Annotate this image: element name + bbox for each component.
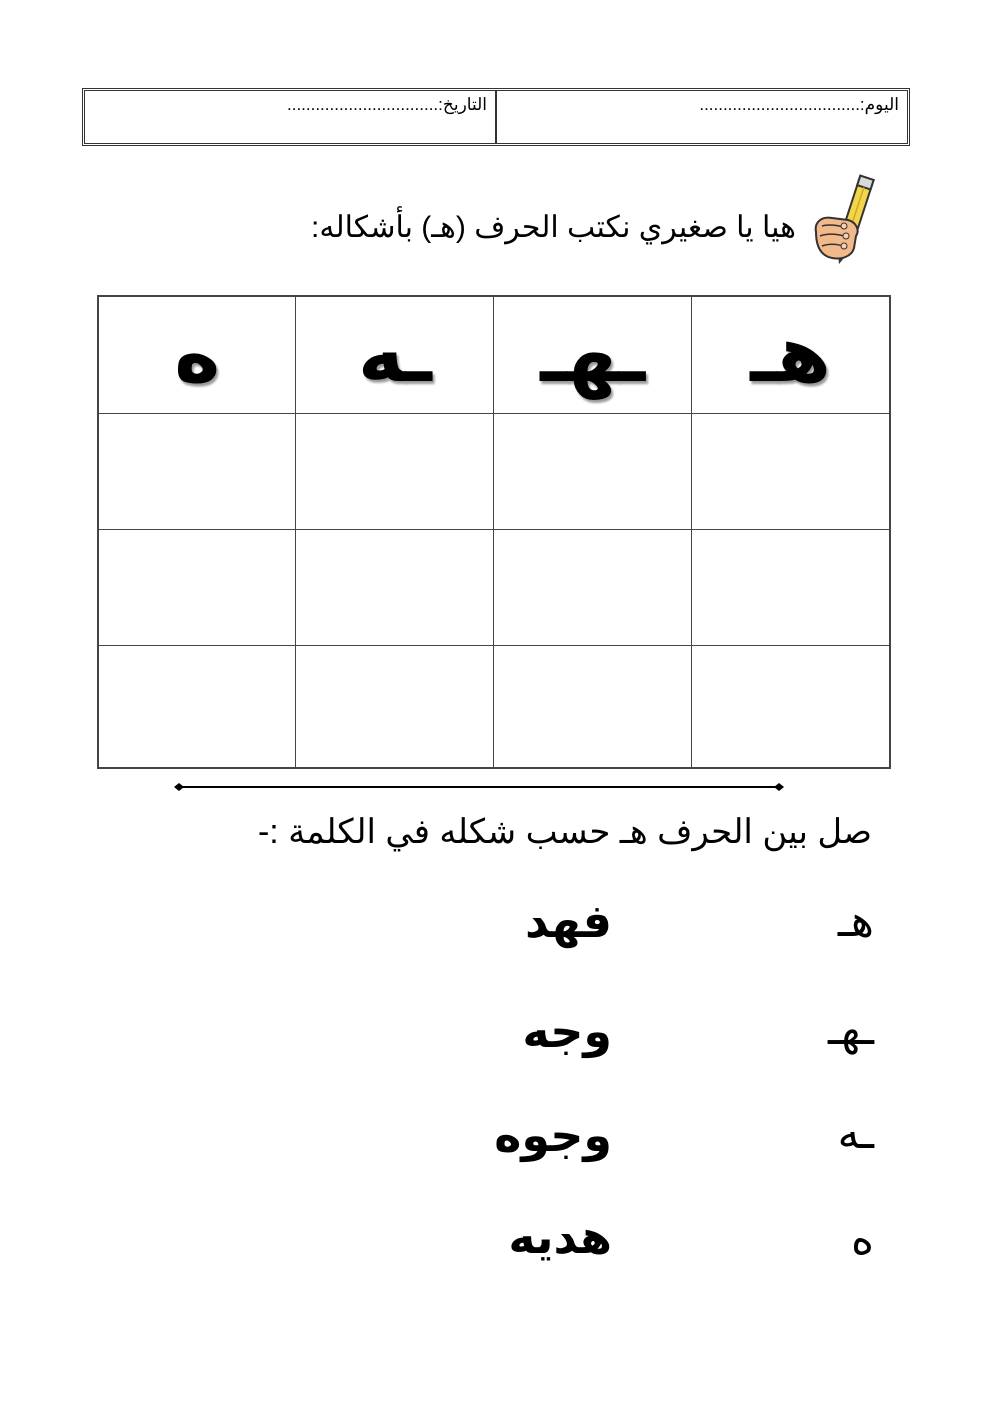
date-field <box>85 91 497 143</box>
letter-form-cell <box>98 296 296 414</box>
practice-cell[interactable] <box>98 646 296 769</box>
match-form-1[interactable]: هـ <box>837 896 874 947</box>
practice-cell[interactable] <box>494 414 692 530</box>
letter-form-isolated-start: هـ <box>750 310 831 400</box>
practice-cell[interactable] <box>296 530 494 646</box>
match-form-2[interactable]: ـهـ <box>827 1004 874 1055</box>
practice-cell[interactable] <box>98 530 296 646</box>
match-word-3[interactable]: وجوه <box>494 1108 612 1162</box>
practice-cell[interactable] <box>692 646 890 769</box>
practice-cell[interactable] <box>692 530 890 646</box>
letter-form-end: ـه <box>357 310 432 400</box>
header-box <box>82 88 910 146</box>
day-field <box>497 91 907 143</box>
matching-instruction: صل بين الحرف هـ حسب شكله في الكلمة :- <box>257 813 872 851</box>
letter-form-cell <box>692 296 890 414</box>
practice-cell[interactable] <box>98 414 296 530</box>
practice-cell[interactable] <box>296 414 494 530</box>
match-word-2[interactable]: وجه <box>522 1004 612 1058</box>
letter-forms-table <box>97 295 891 769</box>
section-divider <box>174 782 784 792</box>
match-word-4[interactable]: هديه <box>508 1210 612 1264</box>
letter-form-middle: ـهـ <box>540 310 646 400</box>
practice-cell[interactable] <box>494 646 692 769</box>
letter-form-cell <box>296 296 494 414</box>
hand-writing-pencil-icon <box>808 170 880 278</box>
practice-cell[interactable] <box>494 530 692 646</box>
day-label: اليوم:.................................. <box>699 95 899 114</box>
date-label: التاريخ:................................ <box>287 95 487 114</box>
match-form-4[interactable]: ه <box>850 1214 874 1265</box>
match-word-1[interactable]: فهد <box>524 894 612 948</box>
practice-cell[interactable] <box>296 646 494 769</box>
match-form-3[interactable]: ـه <box>837 1108 874 1159</box>
writing-instruction: هيا يا صغيري نكتب الحرف (هـ) بأشكاله: <box>311 211 796 244</box>
letter-form-isolated: ه <box>174 310 221 400</box>
letter-form-cell <box>494 296 692 414</box>
practice-cell[interactable] <box>692 414 890 530</box>
